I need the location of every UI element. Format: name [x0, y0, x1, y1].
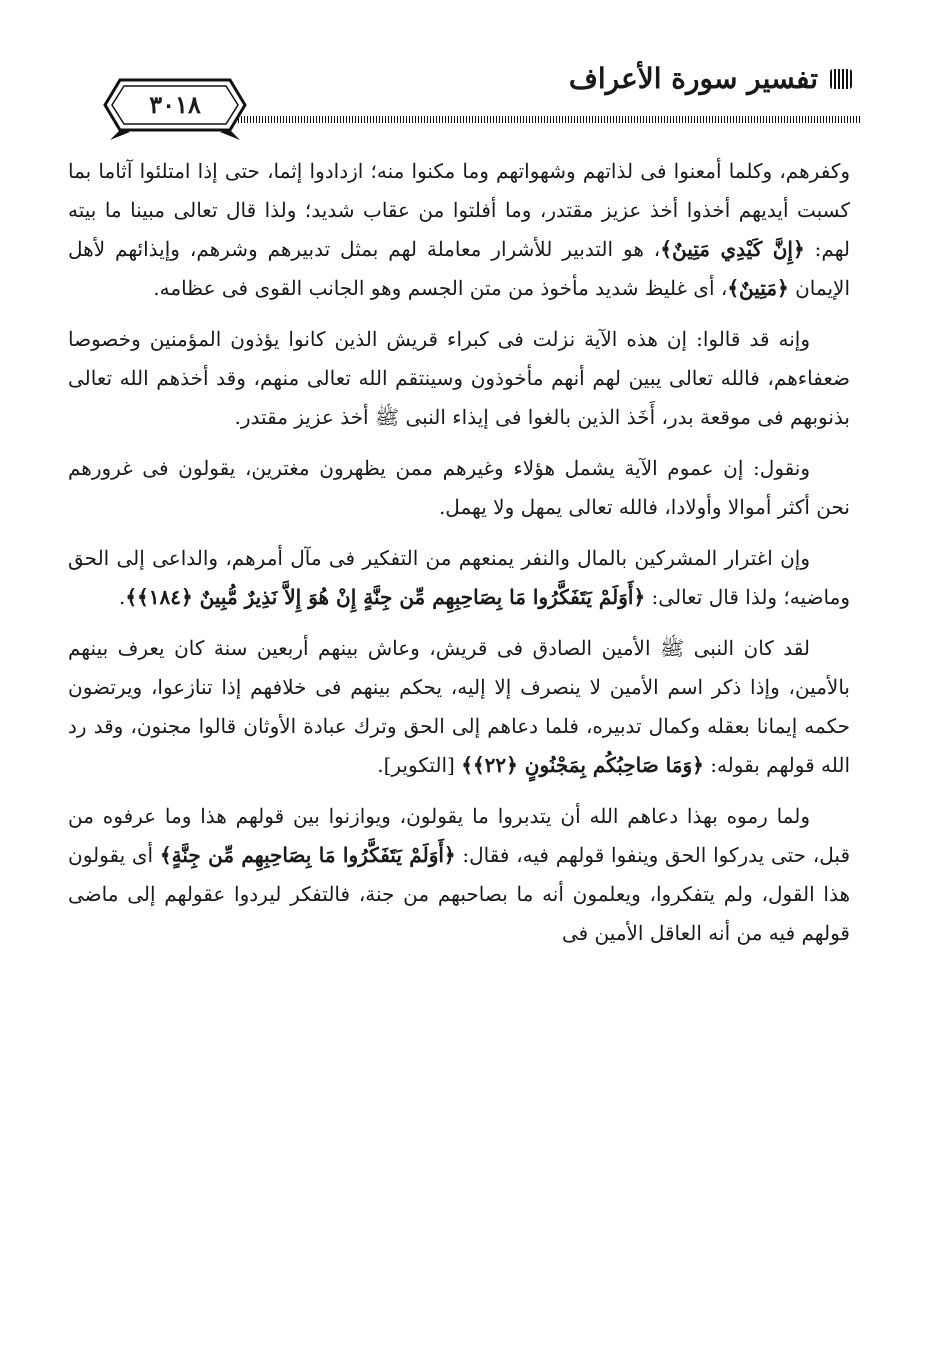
quran-quote: ﴿أَوَلَمْ يَتَفَكَّرُوا مَا بِصَاحِبِهِم مِّن جِنَّةٍ إِنْ هُوَ إِلاَّ نَذِيرٌ مُّبِينٌ ﴿١٨٤﴾﴾: [125, 585, 646, 609]
quran-quote: ﴿وَمَا صَاحِبُكُم بِمَجْنُونٍ ﴿٢٢﴾﴾: [461, 753, 704, 777]
page-number: ٣٠١٨: [149, 90, 201, 119]
text-run: [التكوير].: [377, 753, 462, 777]
text-run: أى يقولون هذا القول، ولم يتفكروا، ويعلمون أنه ما بصاحبهم من جنة، فالتفكر ليردوا عقولهم إلى ماضى قولهم فيه من أنه العاقل الأمين فى: [68, 843, 850, 945]
running-title-text: تفسير سورة الأعراف: [568, 62, 818, 95]
quran-quote: ﴿أَوَلَمْ يَتَفَكَّرُوا مَا بِصَاحِبِهِم مِّن جِنَّةٍ﴾: [159, 843, 456, 867]
header-rule: [238, 116, 860, 123]
ornament-icon: [830, 69, 852, 89]
text-run: ، هو التدبير للأشرار معاملة لهم بمثل تدبيرهم وشرهم، وإيذائهم لأهل الإيمان: [68, 237, 850, 300]
text-run: ولما رموه بهذا دعاهم الله أن يتدبروا ما يقولون، ويوازنوا بين قولهم هذا وما عرفوه من قبل، حتى يدركوا الحق وينفوا قولهم فيه، فقال:: [68, 804, 851, 867]
running-title: [569, 62, 852, 95]
page-header: [100, 40, 860, 140]
text-run: ونقول: إن عموم الآية يشمل هؤلاء وغيرهم ممن يظهرون مغترين، يقولون فى غرورهم نحن أكثر أموالا وأولادا، فالله تعالى يمهل ولا يهمل.: [68, 456, 850, 519]
text-run: لقد كان النبى ﷺ الأمين الصادق فى قريش، وعاش بينهم أربعين سنة كان يعرف بينهم بالأمين، وإذا ذكر اسم الأمين لا ينصرف إلا إليه، يحكم بينهم فى خلافهم إذا تنازعوا، ويرتضون حكمه إيمانا بعقله وكمال تدبيره، فلما دعاهم إلى الحق وترك عبادة الأوثان قالوا مجنون، وقد رد الله قولهم بقوله:: [68, 636, 850, 777]
paragraph: [68, 449, 850, 527]
quran-quote: ﴿مَتِينٌ﴾: [727, 276, 789, 300]
paragraph: [68, 320, 850, 437]
page-number-badge: [100, 70, 250, 140]
text-run: ، أى غليظ شديد مأخوذ من متن الجسم وهو الجانب القوى فى عظامه.: [153, 276, 728, 300]
text-run: وكفرهم، وكلما أمعنوا فى لذاتهم وشهواتهم وما مكنوا منه؛ ازدادوا إثما، حتى إذا امتلئوا آثاما بما كسبت أيديهم أخذوا أخذ عزيز مقتدر، وما أفلتوا من عقاب شديد؛ ولذا قال تعالى مبينا ما بيته لهم:: [68, 159, 851, 261]
paragraph: [68, 797, 850, 953]
paragraph: [68, 629, 850, 785]
paragraph: [68, 539, 850, 617]
text-run: .: [118, 585, 126, 609]
text-run: وإن اغترار المشركين بالمال والنفر يمنعهم من التفكير فى مآل أمرهم، والداعى إلى الحق وماضيه؛ ولذا قال تعالى:: [68, 546, 850, 609]
quran-quote: ﴿إِنَّ كَيْدِي مَتِينٌ﴾: [660, 237, 805, 261]
paragraph: [68, 152, 850, 308]
text-run: وإنه قد قالوا: إن هذه الآية نزلت فى كبراء قريش الذين كانوا يؤذون المؤمنين وخصوصا ضعفاءهم، فالله تعالى يبين لهم أنهم مأخوذون وسينتقم الله تعالى منهم، وقد أخذهم الله تعالى بذنوبهم فى موقعة بدر، أَخَذ الذين بالغوا فى إيذاء النبى ﷺ أخذ عزيز مقتدر.: [68, 327, 850, 429]
body-text: [68, 152, 850, 965]
